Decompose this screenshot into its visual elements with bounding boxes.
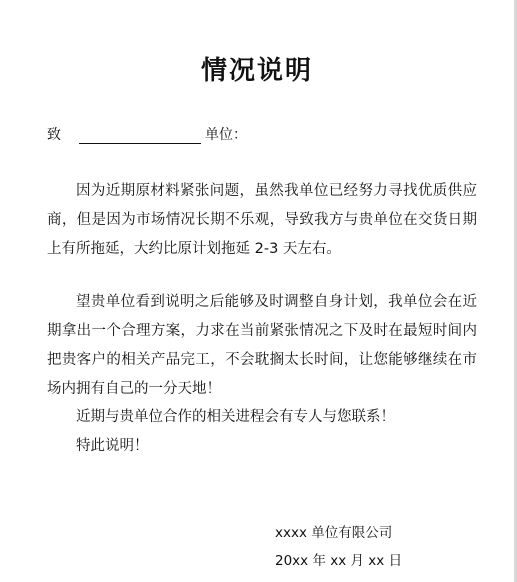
salutation-prefix: 致: [47, 127, 61, 143]
signature-date: 20xx 年 xx 月 xx 日: [275, 553, 403, 569]
salutation-suffix: 单位：: [205, 127, 247, 143]
body-paragraph-4: 特此说明！: [76, 438, 149, 454]
body-paragraph-1: 因为近期原材料紧张问题，虽然我单位已经努力寻找优质供应商，但是因为市场情况长期不乐观，导致我方与贵单位在交货日期上有所拖延，大约比原计划拖延 2-3 天左右。: [47, 183, 477, 257]
salutation-line: [47, 124, 247, 144]
recipient-blank-line: [79, 127, 201, 144]
signature-organization: xxxx 单位有限公司: [275, 525, 393, 541]
body-paragraph-2: 望贵单位看到说明之后能够及时调整自身计划，我单位会在近期拿出一个合理方案，力求在当前紧张情况之下及时在最短时间内把贵客户的相关产品完工，不会耽搁太长时间，让您能够继续在市场内拥有自己的一分天地！: [47, 294, 477, 397]
body-paragraph-3: 近期与贵单位合作的相关进程会有专人与您联系！: [76, 409, 395, 425]
document-title: 情况说明: [200, 56, 313, 86]
